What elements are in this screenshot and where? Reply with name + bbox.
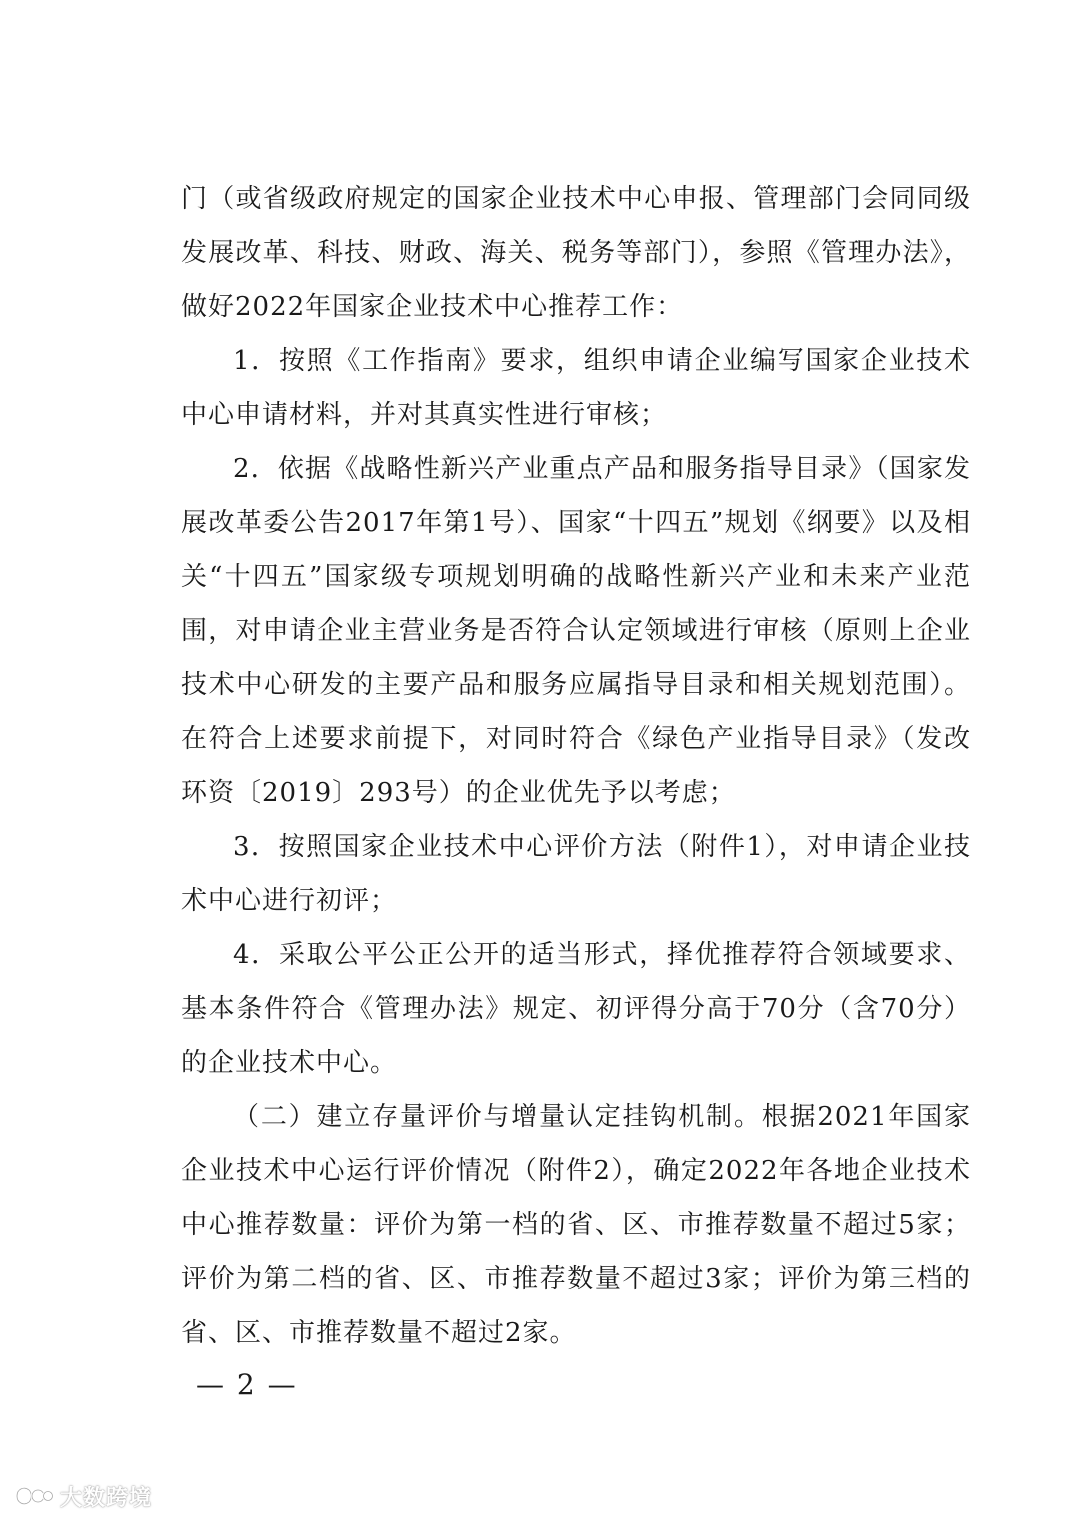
paragraph-item-2: 2．依据《战略性新兴产业重点产品和服务指导目录》（国家发展改革委公告2017年第1号）、国家“十四五”规划《纲要》以及相关“十四五”国家级专项规划明确的战略性新兴产业和未来产业范围，对申请企业主营业务是否符合认定领域进行审核（原则上企业技术中心研发的主要产品和服务应属指导目录和相关规划范围）。在符合上述要求前提下，对同时符合《绿色产业指导目录》（发改环资〔2019〕293号）的企业优先予以考虑； — [181, 454, 971, 808]
watermark-text: 大数跨境 — [60, 1485, 153, 1511]
watermark-logo-icon — [14, 1483, 54, 1509]
paragraph-continuation: 门（或省级政府规定的国家企业技术中心申报、管理部门会同同级发展改革、科技、财政、海关、税务等部门），参照《管理办法》，做好2022年国家企业技术中心推荐工作： — [181, 184, 971, 322]
paragraph-section-2: （二）建立存量评价与增量认定挂钩机制。根据2021年国家企业技术中心运行评价情况（附件2），确定2022年各地企业技术中心推荐数量：评价为第一档的省、区、市推荐数量不超过5家；评价为第二档的省、区、市推荐数量不超过3家；评价为第三档的省、区、市推荐数量不超过2家。 — [181, 1102, 971, 1348]
document-body — [181, 172, 971, 1360]
paragraph-item-4: 4．采取公平公正公开的适当形式，择优推荐符合领域要求、基本条件符合《管理办法》规定、初评得分高于70分（含70分）的企业技术中心。 — [181, 940, 971, 1078]
page-number: — 2 — — [196, 1368, 298, 1401]
paragraph-item-3: 3．按照国家企业技术中心评价方法（附件1），对申请企业技术中心进行初评； — [181, 832, 971, 916]
paragraph-item-1: 1．按照《工作指南》要求，组织申请企业编写国家企业技术中心申请材料，并对其真实性进行审核； — [181, 346, 971, 430]
watermark — [14, 1476, 152, 1516]
